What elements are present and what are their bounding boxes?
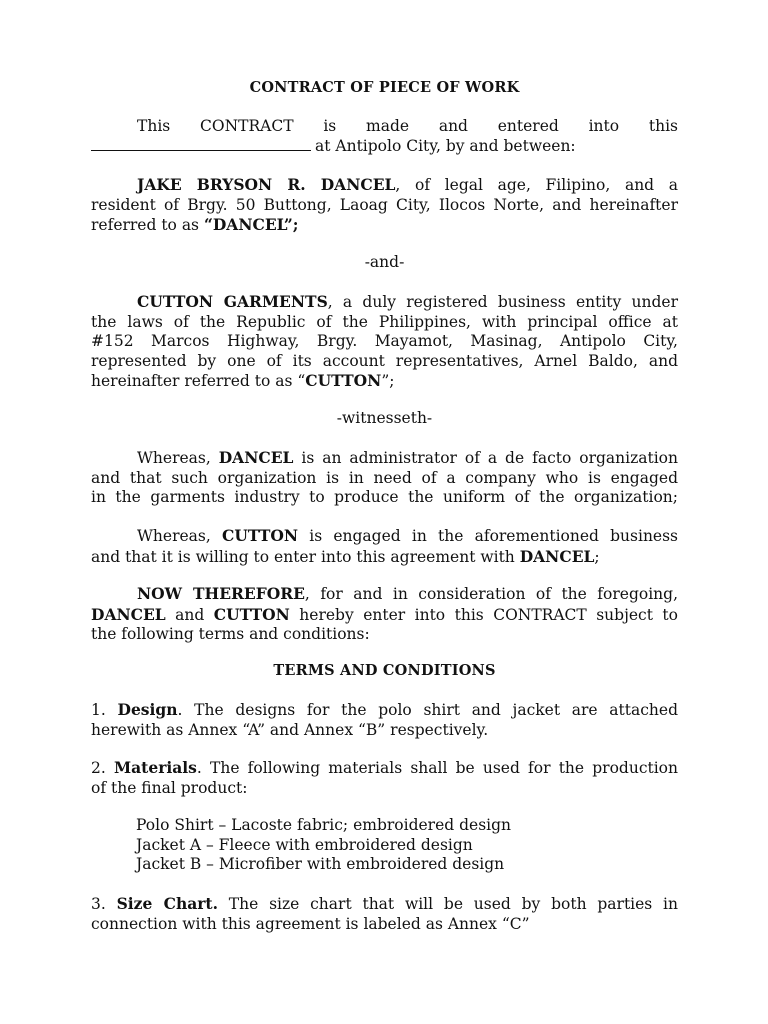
intro-paragraph: [91, 117, 678, 156]
material-item: Polo Shirt – Lacoste fabric; embroidered design: [136, 816, 512, 834]
materials-list: [136, 816, 511, 875]
term-size-chart: 3. Size Chart. The size chart that will be used by both parties in connection with this agreement is labeled as Annex “C”: [91, 894, 678, 933]
document-title: CONTRACT OF PIECE OF WORK: [249, 79, 520, 96]
material-item: Jacket A – Fleece with embroidered design: [136, 835, 473, 854]
party-dancel-paragraph: JAKE BRYSON R. DANCEL, of legal age, Filipino, and a resident of Brgy. 50 Buttong, Laoag City, Ilocos Norte, and hereinafter referred to as “DANCEL”;: [91, 175, 678, 234]
whereas-cutton-paragraph: Whereas, CUTTON is engaged in the aforementioned business and that it is willing to enter into this agreement with DANCEL;: [91, 526, 679, 566]
now-therefore-paragraph: NOW THEREFORE, for and in consideration of the foregoing, DANCEL and CUTTON hereby enter into this CONTRACT subject to the following terms and conditions:: [91, 584, 679, 643]
party-dancel-name: JAKE BRYSON R. DANCEL: [137, 175, 396, 194]
intro-line-2: at Antipolo City, by and between:: [91, 137, 678, 157]
and-separator: -and-: [364, 253, 405, 271]
witnesseth-separator: -witnesseth-: [336, 409, 433, 427]
whereas-dancel-paragraph: Whereas, DANCEL is an administrator of a de facto organization and that such organization is in need of a company who is engaged in the garments industry to produce the uniform of the organization;: [91, 448, 678, 506]
party-cutton-name: CUTTON GARMENTS: [137, 292, 328, 311]
terms-heading: TERMS AND CONDITIONS: [273, 662, 496, 679]
date-blank-line: [91, 138, 311, 151]
party-dancel-alias: “DANCEL”;: [203, 215, 299, 234]
material-item: Jacket B – Microfiber with embroidered design: [136, 855, 505, 873]
party-cutton-alias: CUTTON: [305, 371, 382, 390]
term-design: 1. Design. The designs for the polo shirt and jacket are attached herewith as Annex “A” and Annex “B” respectively.: [91, 700, 678, 739]
term-materials: 2. Materials. The following materials shall be used for the production of the final product:: [91, 758, 678, 797]
party-cutton-paragraph: CUTTON GARMENTS, a duly registered business entity under the laws of the Republic of the Philippines, with principal office at #152 Marcos Highway, Brgy. Mayamot, Masinag, Antipolo City, represented by one of its account representatives, Arnel Baldo, and hereinafter referred to as “CUTTON”;: [91, 292, 678, 390]
intro-line-1: This CONTRACT is made and entered into this: [137, 117, 678, 135]
